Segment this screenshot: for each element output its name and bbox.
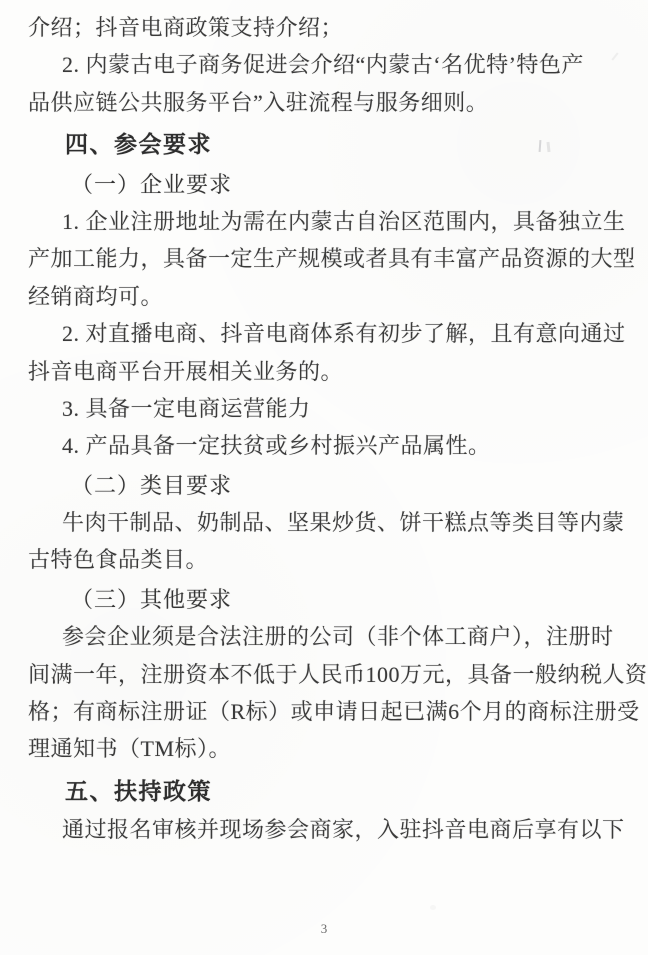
text-line: 古特色食品类目。 xyxy=(28,547,209,573)
subsection-heading: （一）企业要求 xyxy=(71,171,233,197)
document-body xyxy=(28,9,648,849)
text-line: 间满一年，注册资本不低于人民币100万元，具备一般纳税人资 xyxy=(28,661,648,687)
text-line: 牛肉干制品、奶制品、坚果炒货、饼干糕点等类目等内蒙 xyxy=(62,510,625,536)
section-heading: 四、参会要求 xyxy=(65,131,212,158)
text-line: 理通知书（TM标）。 xyxy=(28,736,232,762)
subsection-heading: （三）其他要求 xyxy=(71,586,233,612)
text-line: 介绍；抖音电商政策支持介绍； xyxy=(28,15,344,40)
page-number: 3 xyxy=(320,921,328,936)
text-line: 参会企业须是合法注册的公司（非个体工商户），注册时 xyxy=(62,624,614,650)
text-line: 抖音电商平台开展相关业务的。 xyxy=(28,358,344,384)
text-line: 3. 具备一定电商运营能力 xyxy=(62,395,311,421)
text-line: 品供应链公共服务平台”入驻流程与服务细则。 xyxy=(28,89,489,115)
scan-artifact xyxy=(430,905,436,910)
text-line: 格；有商标注册证（R标）或申请日起已满6个月的商标注册受 xyxy=(28,699,640,725)
subsection-heading: （二）类目要求 xyxy=(71,472,233,498)
text-line: 经销商均可。 xyxy=(28,283,164,309)
text-line: 通过报名审核并现场参会商家，入驻抖音电商后享有以下 xyxy=(62,817,625,843)
text-line: 2. 对直播电商、抖音电商体系有初步了解，且有意向通过 xyxy=(62,321,626,347)
text-line: 2. 内蒙古电子商务促进会介绍“内蒙古‘名优特’特色产 xyxy=(62,52,584,78)
text-line: 4. 产品具备一定扶贫或乡村振兴产品属性。 xyxy=(62,433,491,459)
text-line: 1. 企业注册地址为需在内蒙古自治区范围内，具备独立生 xyxy=(62,208,626,234)
section-heading: 五、扶持政策 xyxy=(65,777,212,804)
text-line: 产加工能力，具备一定生产规模或者具有丰富产品资源的大型 xyxy=(28,246,636,272)
